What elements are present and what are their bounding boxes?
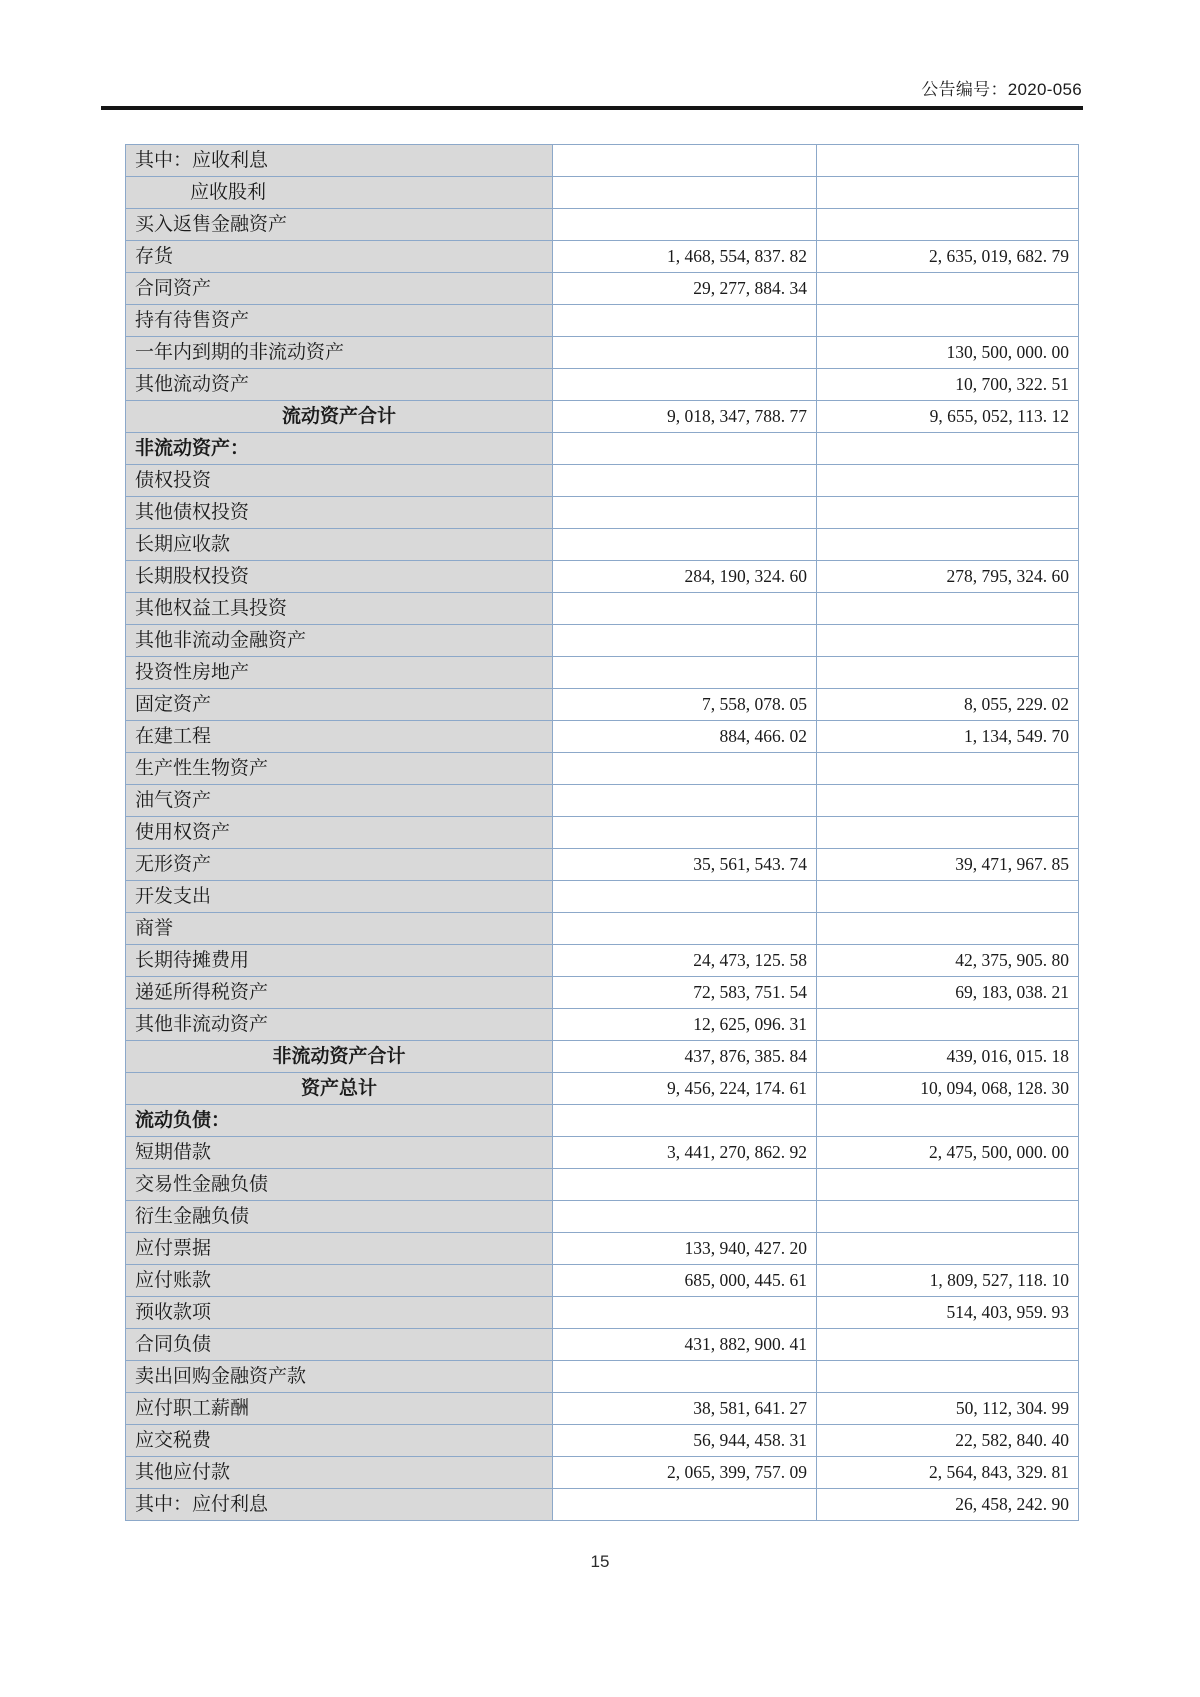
value-col-1: 284, 190, 324. 60: [553, 561, 817, 593]
table-row: [126, 1489, 1079, 1521]
row-label: 买入返售金融资产: [126, 209, 553, 241]
value-col-2: [817, 1361, 1079, 1393]
value-col-1: 884, 466. 02: [553, 721, 817, 753]
row-label: 流动负债：: [126, 1105, 553, 1137]
value-col-1: [553, 145, 817, 177]
value-col-2: [817, 817, 1079, 849]
value-col-1: [553, 1361, 817, 1393]
value-col-2: 42, 375, 905. 80: [817, 945, 1079, 977]
row-label: 递延所得税资产: [126, 977, 553, 1009]
value-col-2: [817, 625, 1079, 657]
row-label: 债权投资: [126, 465, 553, 497]
value-col-1: 9, 018, 347, 788. 77: [553, 401, 817, 433]
table-row: [126, 1137, 1079, 1169]
table-row: [126, 1169, 1079, 1201]
table-row: [126, 241, 1079, 273]
value-col-1: 685, 000, 445. 61: [553, 1265, 817, 1297]
table-row: [126, 305, 1079, 337]
row-label: 交易性金融负债: [126, 1169, 553, 1201]
value-col-1: 29, 277, 884. 34: [553, 273, 817, 305]
table-row: [126, 1457, 1079, 1489]
value-col-2: [817, 433, 1079, 465]
value-col-2: 69, 183, 038. 21: [817, 977, 1079, 1009]
table-row: [126, 561, 1079, 593]
page-footer: [0, 1552, 1200, 1572]
value-col-2: 10, 700, 322. 51: [817, 369, 1079, 401]
value-col-2: [817, 1233, 1079, 1265]
value-col-2: [817, 1329, 1079, 1361]
value-col-2: [817, 881, 1079, 913]
table-row: [126, 785, 1079, 817]
row-label: 应交税费: [126, 1425, 553, 1457]
value-col-1: [553, 337, 817, 369]
row-label: 固定资产: [126, 689, 553, 721]
table-row: [126, 145, 1079, 177]
value-col-2: 22, 582, 840. 40: [817, 1425, 1079, 1457]
table-row: [126, 401, 1079, 433]
row-label: 持有待售资产: [126, 305, 553, 337]
row-label: 一年内到期的非流动资产: [126, 337, 553, 369]
row-label: 应付票据: [126, 1233, 553, 1265]
value-col-1: 56, 944, 458. 31: [553, 1425, 817, 1457]
value-col-2: [817, 529, 1079, 561]
table-row: [126, 1297, 1079, 1329]
value-col-1: [553, 593, 817, 625]
row-label: 商誉: [126, 913, 553, 945]
table-row: [126, 945, 1079, 977]
value-col-1: 2, 065, 399, 757. 09: [553, 1457, 817, 1489]
table-row: [126, 369, 1079, 401]
value-col-2: [817, 913, 1079, 945]
value-col-1: 12, 625, 096. 31: [553, 1009, 817, 1041]
value-col-2: 50, 112, 304. 99: [817, 1393, 1079, 1425]
row-label: 其中：应付利息: [126, 1489, 553, 1521]
table-row: [126, 1329, 1079, 1361]
row-label: 非流动资产：: [126, 433, 553, 465]
row-label: 卖出回购金融资产款: [126, 1361, 553, 1393]
value-col-2: 1, 134, 549. 70: [817, 721, 1079, 753]
table-row: [126, 337, 1079, 369]
value-col-2: [817, 785, 1079, 817]
value-col-1: 133, 940, 427. 20: [553, 1233, 817, 1265]
value-col-1: [553, 1489, 817, 1521]
value-col-2: 10, 094, 068, 128. 30: [817, 1073, 1079, 1105]
row-label: 长期待摊费用: [126, 945, 553, 977]
value-col-2: [817, 1009, 1079, 1041]
value-col-2: 439, 016, 015. 18: [817, 1041, 1079, 1073]
value-col-1: [553, 817, 817, 849]
value-col-1: [553, 1201, 817, 1233]
row-label: 其他应付款: [126, 1457, 553, 1489]
value-col-1: [553, 657, 817, 689]
value-col-1: [553, 209, 817, 241]
table-row: [126, 1073, 1079, 1105]
value-col-1: 1, 468, 554, 837. 82: [553, 241, 817, 273]
table-row: [126, 1009, 1079, 1041]
balance-sheet-table: [125, 144, 1079, 1521]
row-label: 生产性生物资产: [126, 753, 553, 785]
value-col-1: [553, 785, 817, 817]
row-label: 衍生金融负债: [126, 1201, 553, 1233]
value-col-1: [553, 913, 817, 945]
value-col-2: 9, 655, 052, 113. 12: [817, 401, 1079, 433]
row-label: 在建工程: [126, 721, 553, 753]
row-label: 其他非流动资产: [126, 1009, 553, 1041]
row-label: 其他债权投资: [126, 497, 553, 529]
value-col-1: 9, 456, 224, 174. 61: [553, 1073, 817, 1105]
value-col-1: [553, 305, 817, 337]
value-col-1: [553, 1297, 817, 1329]
table-row: [126, 817, 1079, 849]
header-rule: [101, 106, 1083, 110]
table-row: [126, 177, 1079, 209]
value-col-2: 1, 809, 527, 118. 10: [817, 1265, 1079, 1297]
value-col-2: 278, 795, 324. 60: [817, 561, 1079, 593]
value-col-2: [817, 1201, 1079, 1233]
table-row: [126, 1265, 1079, 1297]
value-col-1: [553, 1169, 817, 1201]
table-row: [126, 273, 1079, 305]
value-col-1: 38, 581, 641. 27: [553, 1393, 817, 1425]
table-row: [126, 1233, 1079, 1265]
announcement-number: 公告编号：2020-056: [921, 80, 1082, 99]
value-col-1: [553, 529, 817, 561]
table-row: [126, 849, 1079, 881]
value-col-1: [553, 753, 817, 785]
row-label: 其中：应收利息: [126, 145, 553, 177]
row-label: 资产总计: [126, 1073, 553, 1105]
table-row: [126, 1425, 1079, 1457]
table-row: [126, 977, 1079, 1009]
page-number: 15: [590, 1552, 610, 1571]
table-row: [126, 625, 1079, 657]
row-label: 应付职工薪酬: [126, 1393, 553, 1425]
value-col-2: 130, 500, 000. 00: [817, 337, 1079, 369]
value-col-1: [553, 881, 817, 913]
table-row: [126, 593, 1079, 625]
value-col-1: [553, 497, 817, 529]
value-col-1: 431, 882, 900. 41: [553, 1329, 817, 1361]
row-label: 使用权资产: [126, 817, 553, 849]
row-label: 长期应收款: [126, 529, 553, 561]
row-label: 无形资产: [126, 849, 553, 881]
value-col-2: [817, 273, 1079, 305]
balance-sheet-body: [126, 145, 1079, 1521]
value-col-1: [553, 369, 817, 401]
value-col-2: [817, 593, 1079, 625]
value-col-2: [817, 657, 1079, 689]
value-col-2: 2, 475, 500, 000. 00: [817, 1137, 1079, 1169]
table-row: [126, 209, 1079, 241]
value-col-1: 437, 876, 385. 84: [553, 1041, 817, 1073]
row-label: 投资性房地产: [126, 657, 553, 689]
value-col-1: [553, 1105, 817, 1137]
value-col-2: 8, 055, 229. 02: [817, 689, 1079, 721]
row-label: 其他流动资产: [126, 369, 553, 401]
value-col-1: [553, 625, 817, 657]
value-col-2: [817, 1169, 1079, 1201]
row-label: 油气资产: [126, 785, 553, 817]
row-label: 应收股利: [126, 177, 553, 209]
row-label: 合同负债: [126, 1329, 553, 1361]
table-row: [126, 497, 1079, 529]
value-col-1: 7, 558, 078. 05: [553, 689, 817, 721]
table-row: [126, 721, 1079, 753]
value-col-2: [817, 177, 1079, 209]
table-row: [126, 753, 1079, 785]
value-col-1: 3, 441, 270, 862. 92: [553, 1137, 817, 1169]
row-label: 其他权益工具投资: [126, 593, 553, 625]
row-label: 流动资产合计: [126, 401, 553, 433]
value-col-1: [553, 177, 817, 209]
table-row: [126, 433, 1079, 465]
value-col-2: [817, 209, 1079, 241]
table-row: [126, 1041, 1079, 1073]
value-col-2: 2, 635, 019, 682. 79: [817, 241, 1079, 273]
table-row: [126, 1393, 1079, 1425]
value-col-2: [817, 753, 1079, 785]
value-col-2: [817, 497, 1079, 529]
value-col-2: [817, 1105, 1079, 1137]
value-col-2: [817, 145, 1079, 177]
value-col-1: 72, 583, 751. 54: [553, 977, 817, 1009]
value-col-2: [817, 465, 1079, 497]
value-col-1: [553, 465, 817, 497]
row-label: 合同资产: [126, 273, 553, 305]
table-row: [126, 1105, 1079, 1137]
table-row: [126, 529, 1079, 561]
table-row: [126, 689, 1079, 721]
row-label: 其他非流动金融资产: [126, 625, 553, 657]
row-label: 存货: [126, 241, 553, 273]
value-col-2: 39, 471, 967. 85: [817, 849, 1079, 881]
table-row: [126, 1361, 1079, 1393]
row-label: 预收款项: [126, 1297, 553, 1329]
value-col-2: 514, 403, 959. 93: [817, 1297, 1079, 1329]
row-label: 长期股权投资: [126, 561, 553, 593]
value-col-2: 26, 458, 242. 90: [817, 1489, 1079, 1521]
value-col-2: 2, 564, 843, 329. 81: [817, 1457, 1079, 1489]
value-col-2: [817, 305, 1079, 337]
table-row: [126, 881, 1079, 913]
value-col-1: 24, 473, 125. 58: [553, 945, 817, 977]
row-label: 短期借款: [126, 1137, 553, 1169]
value-col-1: 35, 561, 543. 74: [553, 849, 817, 881]
row-label: 应付账款: [126, 1265, 553, 1297]
row-label: 开发支出: [126, 881, 553, 913]
value-col-1: [553, 433, 817, 465]
table-row: [126, 465, 1079, 497]
table-row: [126, 1201, 1079, 1233]
row-label: 非流动资产合计: [126, 1041, 553, 1073]
table-row: [126, 657, 1079, 689]
table-row: [126, 913, 1079, 945]
